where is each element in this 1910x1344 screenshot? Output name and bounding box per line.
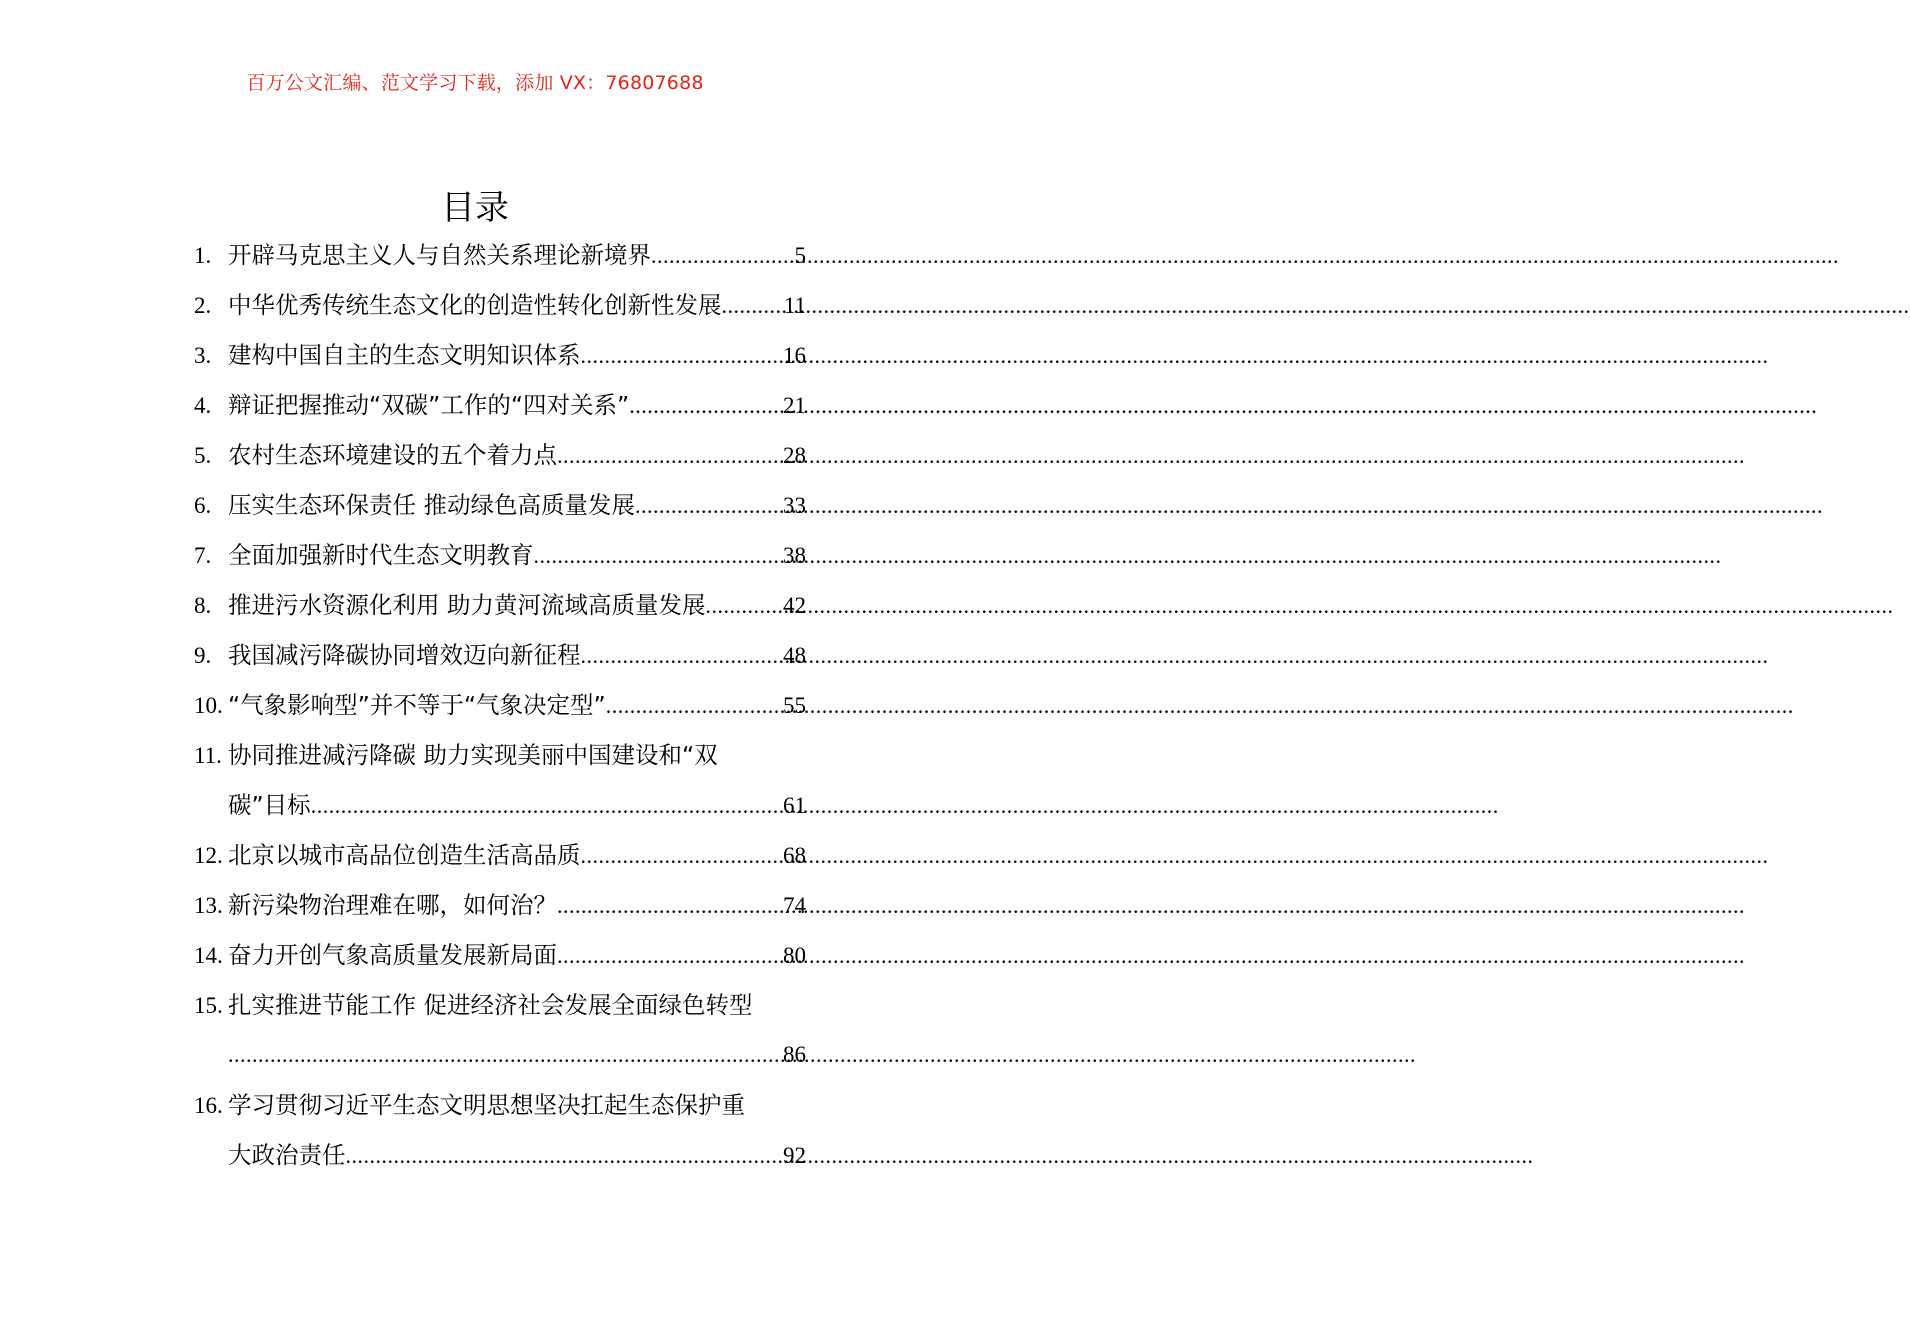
toc-entry-4[interactable] [194,380,806,430]
toc-entry-title-line1: 学习贯彻习近平生态文明思想坚决扛起生态保护重 [228,1091,745,1119]
toc-entry-title: 新污染物治理难在哪，如何治？ [228,891,557,919]
toc-number: 1. [194,243,212,268]
toc-number: 9. [194,643,212,668]
toc-entry-15[interactable] [194,980,806,1080]
toc-number: 6. [194,493,212,518]
toc-entry-title-line1: 扎实推进节能工作 促进经济社会发展全面绿色转型 [228,991,753,1019]
toc-page-number: 92 [783,1143,806,1168]
toc-entry-title: 建构中国自主的生态文明知识体系 [228,341,581,369]
toc-entry-title: 辩证把握推动“双碳”工作的“四对关系” [228,391,630,419]
toc-number: 4. [194,393,212,418]
header-contact-note: 百万公文汇编、范文学习下载，添加 VX：76807688 [246,72,704,94]
toc-page-number: 16 [783,343,806,368]
toc-page-number: 74 [783,893,806,918]
toc-entry-5[interactable] [194,430,806,480]
toc-leader-dots [722,281,784,331]
toc-leader-dots [651,231,795,281]
toc-leader-dots [557,931,783,981]
toc-entry-title: 农村生态环境建设的五个着力点 [228,441,557,469]
toc-entry-8[interactable] [194,580,806,630]
toc-page-number: 80 [783,943,806,968]
toc-entry-title: 奋力开创气象高质量发展新局面 [228,941,557,969]
toc-number: 11. [194,743,222,768]
toc-entry-title-line2: 大政治责任 [228,1141,346,1169]
toc-page-number: 61 [783,793,806,818]
toc-entry-title: 压实生态环保责任 推动绿色高质量发展 [228,491,635,519]
toc-leader-dots [534,531,784,581]
toc-page-number: 55 [783,693,806,718]
toc-entry-3[interactable] [194,330,806,380]
toc-page-number: 68 [783,843,806,868]
toc-entry-title: 北京以城市高品位创造生活高品质 [228,841,581,869]
toc-number: 5. [194,443,212,468]
toc-number: 12. [194,843,223,868]
toc-number: 14. [194,943,223,968]
toc-entry-title: 我国减污降碳协同增效迈向新征程 [228,641,581,669]
toc-leader-dots [581,331,784,381]
toc-leader-dots [705,581,783,631]
toc-leader-dots [557,881,783,931]
toc-entry-1[interactable] [194,230,806,280]
toc-entry-title-line1: 协同推进减污降碳 助力实现美丽中国建设和“双 [228,741,718,769]
toc-number: 8. [194,593,212,618]
toc-page-number: 33 [783,493,806,518]
toc-number: 13. [194,893,223,918]
toc-leader-dots [581,631,784,681]
toc-leader-dots [635,481,783,531]
toc-page-number: 42 [783,593,806,618]
toc-entry-title: 全面加强新时代生态文明教育 [228,541,534,569]
toc-number: 2. [194,293,212,318]
toc-page-number: 48 [783,643,806,668]
toc-number: 10. [194,693,223,718]
toc-page-number: 21 [783,393,806,418]
toc-number: 15. [194,993,223,1018]
toc-entry-title: “气象影响型”并不等于“气象决定型” [228,691,606,719]
toc-entry-title: 推进污水资源化利用 助力黄河流域高质量发展 [228,591,706,619]
toc-leader-dots [311,781,783,831]
toc-page-number: 11 [783,293,806,318]
toc-leader-dots [629,381,783,431]
table-of-contents [194,230,806,1180]
toc-entry-13[interactable] [194,880,806,930]
toc-entry-6[interactable] [194,480,806,530]
toc-entry-title: 中华优秀传统生态文化的创造性转化创新性发展 [228,291,722,319]
toc-page-number: 86 [783,1042,806,1067]
toc-entry-9[interactable] [194,630,806,680]
toc-leader-dots [557,431,783,481]
toc-page-number: 38 [783,543,806,568]
toc-number: 16. [194,1093,223,1118]
toc-entry-11[interactable] [194,730,806,830]
toc-title: 目录 [441,188,509,228]
toc-leader-dots [346,1131,784,1181]
toc-page-number: 28 [783,443,806,468]
toc-entry-12[interactable] [194,830,806,880]
toc-leader-dots [228,1030,783,1080]
toc-entry-7[interactable] [194,530,806,580]
toc-entry-title: 开辟马克思主义人与自然关系理论新境界 [228,241,651,269]
document-page [0,0,950,1344]
toc-entry-10[interactable] [194,680,806,730]
toc-entry-2[interactable] [194,280,806,330]
toc-leader-dots [606,681,783,731]
toc-page-number: 5 [794,243,806,268]
toc-number: 3. [194,343,212,368]
toc-leader-dots [581,831,784,881]
toc-number: 7. [194,543,212,568]
toc-entry-title-line2: 碳”目标 [228,791,311,819]
toc-entry-14[interactable] [194,930,806,980]
toc-entry-16[interactable] [194,1080,806,1180]
